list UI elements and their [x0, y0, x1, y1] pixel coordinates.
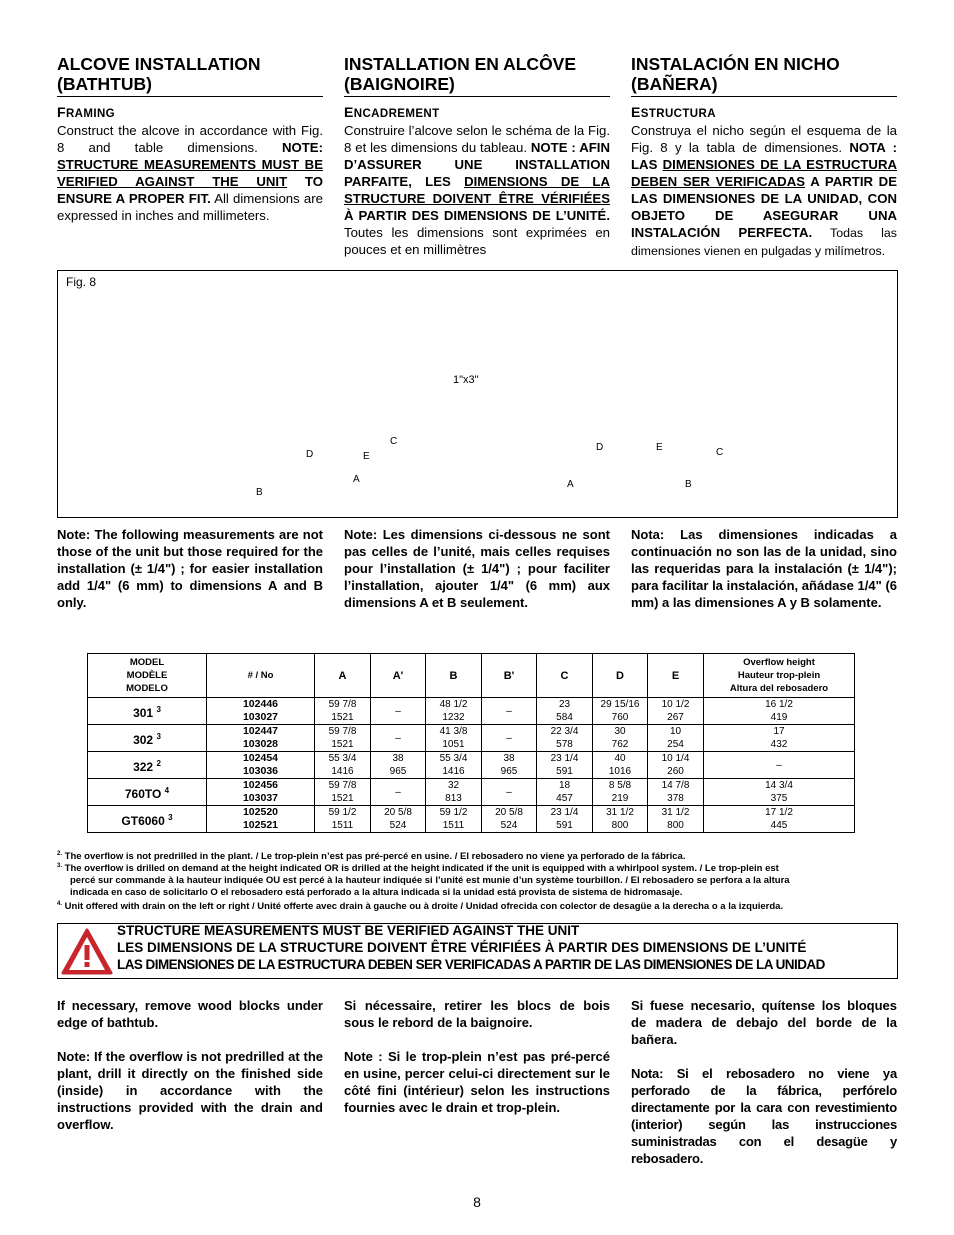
intro-paragraph-es: Construya el nicho según el esquema de la Fig. 8 y la tabla de dimensiones. NOTA : LAS DIMENSIONES DE LA ESTRUCTURA DEBEN SER VERIFICADAS A PARTIR DE LAS DIMENSIONES DE LA UNIDAD, CON OBJETO DE ASEGURAR UNA INSTALACIÓN PERFECTA. Todas las dimensiones vienen en pulgadas y milímetros. [631, 123, 897, 258]
dim-cell-e: 10 1/2 267 [648, 698, 704, 725]
footnote-2: $^{2.}$ The overflow is not predrilled in the plant. / Le trop-plein n’est pas pré-percé en usine. / El rebosadero no viene ya perforado de la fábrica. [57, 851, 686, 863]
model-cell: 302 $^3$ [88, 725, 207, 752]
dim-cell-e: 10 1/4 260 [648, 752, 704, 779]
dim-cell-b2: – [482, 725, 537, 752]
dim-cell-c: 18 457 [537, 779, 593, 806]
header-b-prime: B' [482, 654, 537, 698]
dim-cell-c: 23 1/4 591 [537, 806, 593, 833]
part-number-cell: 102454 103036 [207, 752, 315, 779]
dim-cell-a: 59 7/8 1521 [315, 779, 371, 806]
model-cell: 322 $^2$ [88, 752, 207, 779]
dim-cell-e: 14 7/8 378 [648, 779, 704, 806]
dim-cell-b: 48 1/2 1232 [426, 698, 482, 725]
warning-text-es: LAS DIMENSIONES DE LA ESTRUCTURA DEBEN SER VERIFICADAS A PARTIR DE LAS DIMENSIONES DE LA UNIDAD [117, 957, 825, 972]
dim-cell-d: 31 1/2 800 [593, 806, 648, 833]
header-c: C [537, 654, 593, 698]
footnote-3: $^{3.}$ The overflow is drilled on demand at the height indicated OR is drilled at the height indicated if the unit is equipped with a whirlpool system. / Le trop-plein est percé sur commande à la hauteur indiquée OU est percé à la hauteur indiquée si l’unité est munie d’un système tourbillon. / El rebosadero se perfora a la altura indicada en caso de solicitarlo O el rebosadero está perforado a la altura indicada si la unidad está provista de sistema de hidromasaje. [57, 863, 790, 899]
overflow-note-text: Note : Si le trop-plein n’est pas pré-percé en usine, percer celui-ci directement sur le côté fini (intérieur) selon les instructions fournies avec le drain et trop-plein. [344, 1049, 610, 1115]
overflow-note-text: Nota: Si el rebosadero no viene ya perforado de la fábrica, perfórelo directamente por la cara con revestimiento (interior) según las instrucciones suministradas con el desagüe y rebosadero. [631, 1066, 897, 1166]
dim-cell-a: 59 7/8 1521 [315, 725, 371, 752]
bottom-instructions-es [631, 997, 897, 1184]
left-dim-e: E [363, 451, 370, 462]
header-model: MODEL MODÈLE MODELO [88, 654, 207, 698]
left-dim-b: B [256, 487, 263, 498]
header-b: B [426, 654, 482, 698]
dim-cell-a: 55 3/4 1416 [315, 752, 371, 779]
dim-cell-ovf: – [704, 752, 855, 779]
dim-cell-d: 30 762 [593, 725, 648, 752]
dim-cell-b2: – [482, 698, 537, 725]
subheading-en: FRAMING [57, 104, 115, 120]
dim-cell-d: 40 1016 [593, 752, 648, 779]
section-title-fr: INSTALLATION EN ALCÔVE (BAIGNOIRE) [344, 54, 610, 97]
dim-cell-ovf: 17 1/2 445 [704, 806, 855, 833]
section-title-en: ALCOVE INSTALLATION (BATHTUB) [57, 54, 323, 97]
dim-cell-b2: 20 5/8 524 [482, 806, 537, 833]
dim-cell-e: 10 254 [648, 725, 704, 752]
note-fr: Note: Les dimensions ci-dessous ne sont pas celles de l’unité, mais celles requises pour l’installation (± 1/4") ; pour faciliter l’installation, ajouter 1/4" (6 mm) aux dimensions A et B seulement. [344, 527, 610, 610]
header-number: # / No [207, 654, 315, 698]
intro-paragraph-en: Construct the alcove in accordance with Fig. 8 and table dimensions. NOTE: STRUCTURE MEASUREMENTS MUST BE VERIFIED AGAINST THE UNIT TO ENSURE A PROPER FIT. All dimensions are expressed in inches and millimeters. [57, 123, 323, 223]
dim-cell-ovf: 17 432 [704, 725, 855, 752]
dim-cell-b: 59 1/2 1511 [426, 806, 482, 833]
warning-box [57, 923, 898, 979]
table-row [88, 725, 855, 752]
dim-cell-a2: – [371, 698, 426, 725]
dim-cell-ovf: 14 3/4 375 [704, 779, 855, 806]
left-dim-a: A [353, 474, 360, 485]
table-header-row [88, 654, 855, 698]
model-cell: 760TO $^4$ [88, 779, 207, 806]
header-a: A [315, 654, 371, 698]
table-row [88, 806, 855, 833]
dim-cell-b: 32 813 [426, 779, 482, 806]
right-dim-c: C [716, 447, 724, 458]
dim-cell-e: 31 1/2 800 [648, 806, 704, 833]
dim-cell-a2: 20 5/8 524 [371, 806, 426, 833]
subheading-fr: ENCADREMENT [344, 104, 440, 120]
header-a-prime: A' [371, 654, 426, 698]
dim-cell-b: 55 3/4 1416 [426, 752, 482, 779]
right-dim-d: D [596, 442, 604, 453]
section-title-es: INSTALACIÓN EN NICHO (BAÑERA) [631, 54, 897, 97]
note-en: Note: The following measurements are not those of the unit but those required for the installation (± 1/4") ; for easier installation add 1/4" (6 mm) to dimensions A and B only. [57, 527, 323, 610]
figure-8 [57, 270, 898, 518]
header-d: D [593, 654, 648, 698]
remove-blocks-text: If necessary, remove wood blocks under edge of bathtub. [57, 998, 323, 1030]
table-row [88, 698, 855, 725]
dim-cell-c: 22 3/4 578 [537, 725, 593, 752]
dimensions-table [87, 653, 855, 833]
page-number: 8 [473, 1194, 481, 1210]
dim-cell-ovf: 16 1/2 419 [704, 698, 855, 725]
right-dim-b: B [685, 479, 692, 490]
table-row [88, 752, 855, 779]
dim-cell-a: 59 7/8 1521 [315, 698, 371, 725]
warning-icon [60, 927, 114, 976]
remove-blocks-text: Si fuese necesario, quítense los bloques de madera de debajo del borde de la bañera. [631, 998, 897, 1047]
note-es: Nota: Las dimensiones indicadas a continuación no son las de la unidad, sino las requeridas para la instalación (± 1/4"); para facilitar la instalación, añádase 1/4" (6 mm) a las dimensiones A y B solamente. [631, 527, 897, 610]
left-dim-d: D [306, 449, 314, 460]
dim-cell-a2: – [371, 725, 426, 752]
model-cell: 301 $^3$ [88, 698, 207, 725]
part-number-cell: 102456 103037 [207, 779, 315, 806]
dim-cell-d: 8 5/8 219 [593, 779, 648, 806]
dim-cell-a2: 38 965 [371, 752, 426, 779]
model-cell: GT6060 $^3$ [88, 806, 207, 833]
dim-cell-b2: – [482, 779, 537, 806]
dim-cell-c: 23 1/4 591 [537, 752, 593, 779]
dim-cell-a2: – [371, 779, 426, 806]
intro-paragraph-fr: Construire l’alcove selon le schéma de la Fig. 8 et les dimensions du tableau. NOTE : AFIN D’ASSURER UNE INSTALLATION PARFAITE, LES DIMENSIONS DE LA STRUCTURE DOIVENT ÊTRE VÉRIFIÉES À PARTIR DES DIMENSIONS DE L’UNITÉ. Toutes les dimensions sont exprimées en pouces et en millimètres [344, 123, 610, 257]
dim-cell-d: 29 15/16 760 [593, 698, 648, 725]
right-dim-a: A [567, 479, 574, 490]
callout-label: 1"x3" [453, 374, 479, 386]
dim-cell-a: 59 1/2 1511 [315, 806, 371, 833]
footnote-4: $^{4.}$ Unit offered with drain on the left or right / Unité offerte avec drain à gauche ou à droite / Unidad ofrecida con colector de desagüe a la derecha o a la izquierda. [57, 901, 784, 913]
warning-text-fr: LES DIMENSIONS DE LA STRUCTURE DOIVENT ÊTRE VÉRIFIÉES À PARTIR DES DIMENSIONS DE L’UNITÉ [117, 940, 807, 955]
table-row [88, 779, 855, 806]
part-number-cell: 102447 103028 [207, 725, 315, 752]
dim-cell-b2: 38 965 [482, 752, 537, 779]
header-e: E [648, 654, 704, 698]
figure-label: Fig. 8 [66, 275, 97, 289]
remove-blocks-text: Si nécessaire, retirer les blocs de bois sous le rebord de la baignoire. [344, 998, 610, 1030]
overflow-note-text: Note: If the overflow is not predrilled at the plant, drill it directly on the finished side (inside) in accordance with the instructions provided with the drain and overflow. [57, 1049, 323, 1132]
left-dim-c: C [390, 436, 398, 447]
right-dim-e: E [656, 442, 663, 453]
bottom-instructions-en [57, 997, 323, 1150]
header-overflow: Overflow height Hauteur trop-plein Altura del rebosadero [704, 654, 855, 698]
subheading-es: ESTRUCTURA [631, 104, 716, 120]
dim-cell-c: 23 584 [537, 698, 593, 725]
part-number-cell: 102446 103027 [207, 698, 315, 725]
dim-cell-b: 41 3/8 1051 [426, 725, 482, 752]
warning-text-en: STRUCTURE MEASUREMENTS MUST BE VERIFIED AGAINST THE UNIT [117, 923, 580, 938]
bottom-instructions-fr [344, 997, 610, 1133]
part-number-cell: 102520 102521 [207, 806, 315, 833]
